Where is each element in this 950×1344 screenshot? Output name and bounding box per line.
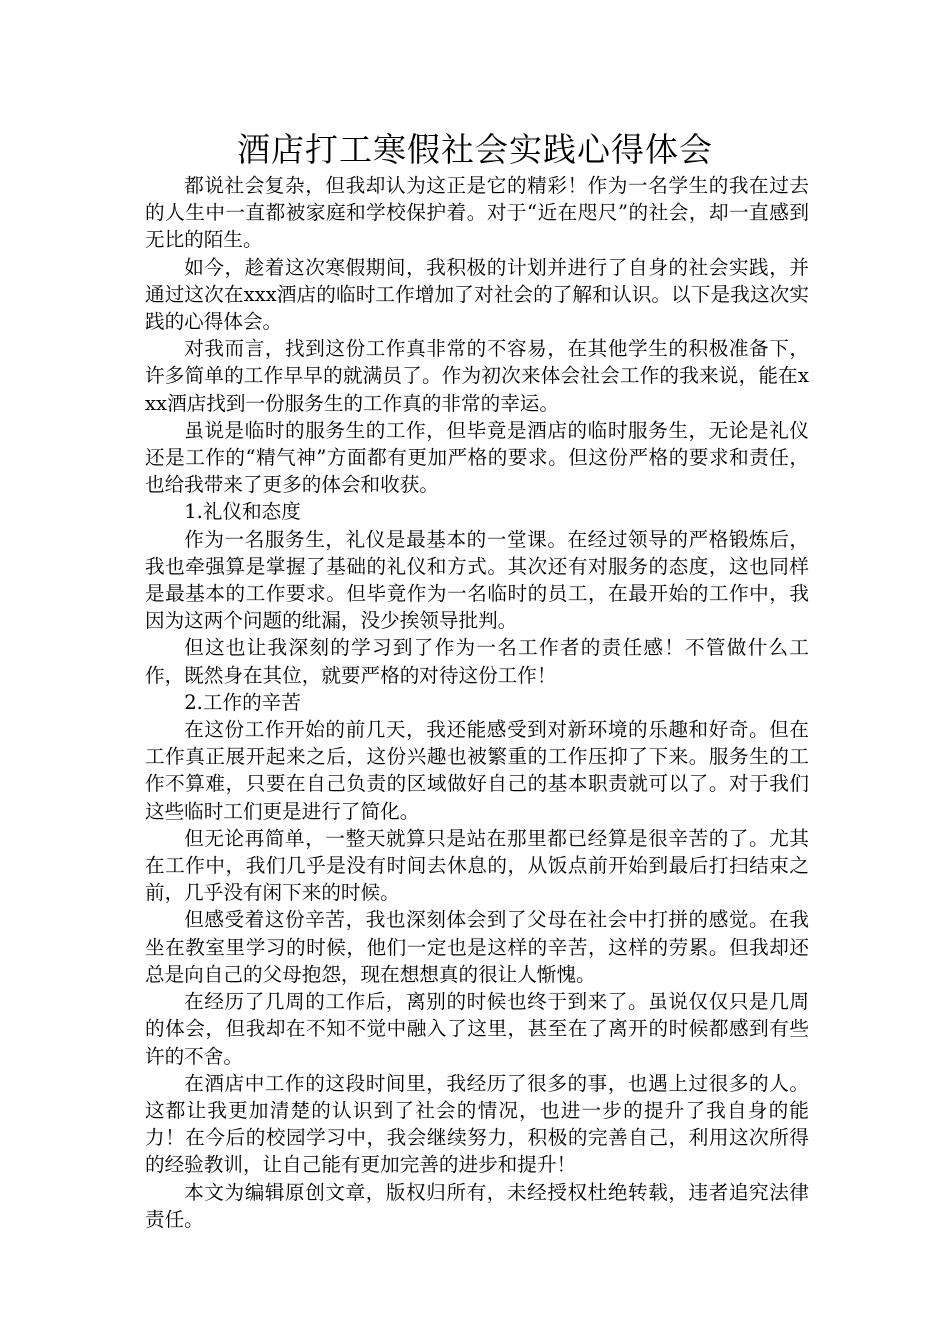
copyright-notice: 本文为编辑原创文章，版权归所有，未经授权杜绝转载，违者追究法律责任。 bbox=[145, 1180, 809, 1231]
paragraph-first-days: 在这份工作开始的前几天，我还能感受到对新环境的乐趣和好奇。但在工作真正展开起来之后，这份兴趣也被繁重的工作压抑了下来。服务生的工作不算难，只要在自己负责的区域做好自己的基本职责就可以了。对于我们这些临时工们更是进行了简化。 bbox=[145, 718, 809, 823]
paragraph-etiquette: 作为一名服务生，礼仪是最基本的一堂课。在经过领导的严格锻炼后，我也牵强算是掌握了基础的礼仪和方式。其次还有对服务的态度，这也同样是最基本的工作要求。但毕竟作为一名临时的员工，在最开始的工作中，我因为这两个问题的纰漏，没少挨领导批判。 bbox=[145, 527, 809, 633]
section-heading-etiquette: 1.礼仪和态度 bbox=[184, 500, 301, 524]
paragraph-intro: 都说社会复杂，但我却认为这正是它的精彩！作为一名学生的我在过去的人生中一直都被家庭和学校保护着。对于“近在咫尺”的社会，却一直感到无比的陌生。 bbox=[145, 174, 809, 252]
paragraph-finding-job: 对我而言，找到这份工作真非常的不容易，在其他学生的积极准备下，许多简单的工作早早的就满员了。作为初次来体会社会工作的我来说，能在xxx酒店找到一份服务生的工作真的非常的幸运。 bbox=[145, 337, 809, 415]
document-body bbox=[145, 172, 809, 1233]
section-heading-hardship: 2.工作的辛苦 bbox=[184, 690, 301, 714]
paragraph-parents: 但感受着这份辛苦，我也深刻体会到了父母在社会中打拼的感觉。在我坐在教室里学习的时候，他们一定也是这样的辛苦，这样的劳累。但我却还总是向自己的父母抱怨，现在想想真的很让人惭愧。 bbox=[145, 908, 809, 986]
paragraph-tiring: 但无论再简单，一整天就算只是站在那里都已经算是很辛苦的了。尤其在工作中，我们几乎是没有时间去休息的，从饭点前开始到最后打扫结束之前，几乎没有闲下来的时候。 bbox=[145, 826, 809, 905]
paragraph-responsibility: 但这也让我深刻的学习到了作为一名工作者的责任感！不管做什么工作，既然身在其位，就要严格的对待这份工作！ bbox=[145, 636, 809, 687]
paragraph-farewell: 在经历了几周的工作后，离别的时候也终于到来了。虽说仅仅只是几周的体会，但我却在不知不觉中融入了这里，甚至在了离开的时候都感到有些许的不舍。 bbox=[145, 990, 809, 1068]
paragraph-conclusion: 在酒店中工作的这段时间里，我经历了很多的事，也遇上过很多的人。这都让我更加清楚的认识到了社会的情况，也进一步的提升了我自身的能力！在今后的校园学习中，我会继续努力，积极的完善自己，利用这次所得的经验教训，让自己能有更加完善的进步和提升！ bbox=[145, 1071, 809, 1177]
document-title: 酒店打工寒假社会实践心得体会 bbox=[237, 130, 713, 169]
paragraph-practice: 如今，趁着这次寒假期间，我积极的计划并进行了自身的社会实践，并通过这次在xxx酒店的临时工作增加了对社会的了解和认识。以下是我这次实践的心得体会。 bbox=[145, 255, 809, 334]
paragraph-requirements: 虽说是临时的服务生的工作，但毕竟是酒店的临时服务生，无论是礼仪还是工作的“精气神”方面都有更加严格的要求。但这份严格的要求和责任，也给我带来了更多的体会和收获。 bbox=[145, 418, 809, 497]
